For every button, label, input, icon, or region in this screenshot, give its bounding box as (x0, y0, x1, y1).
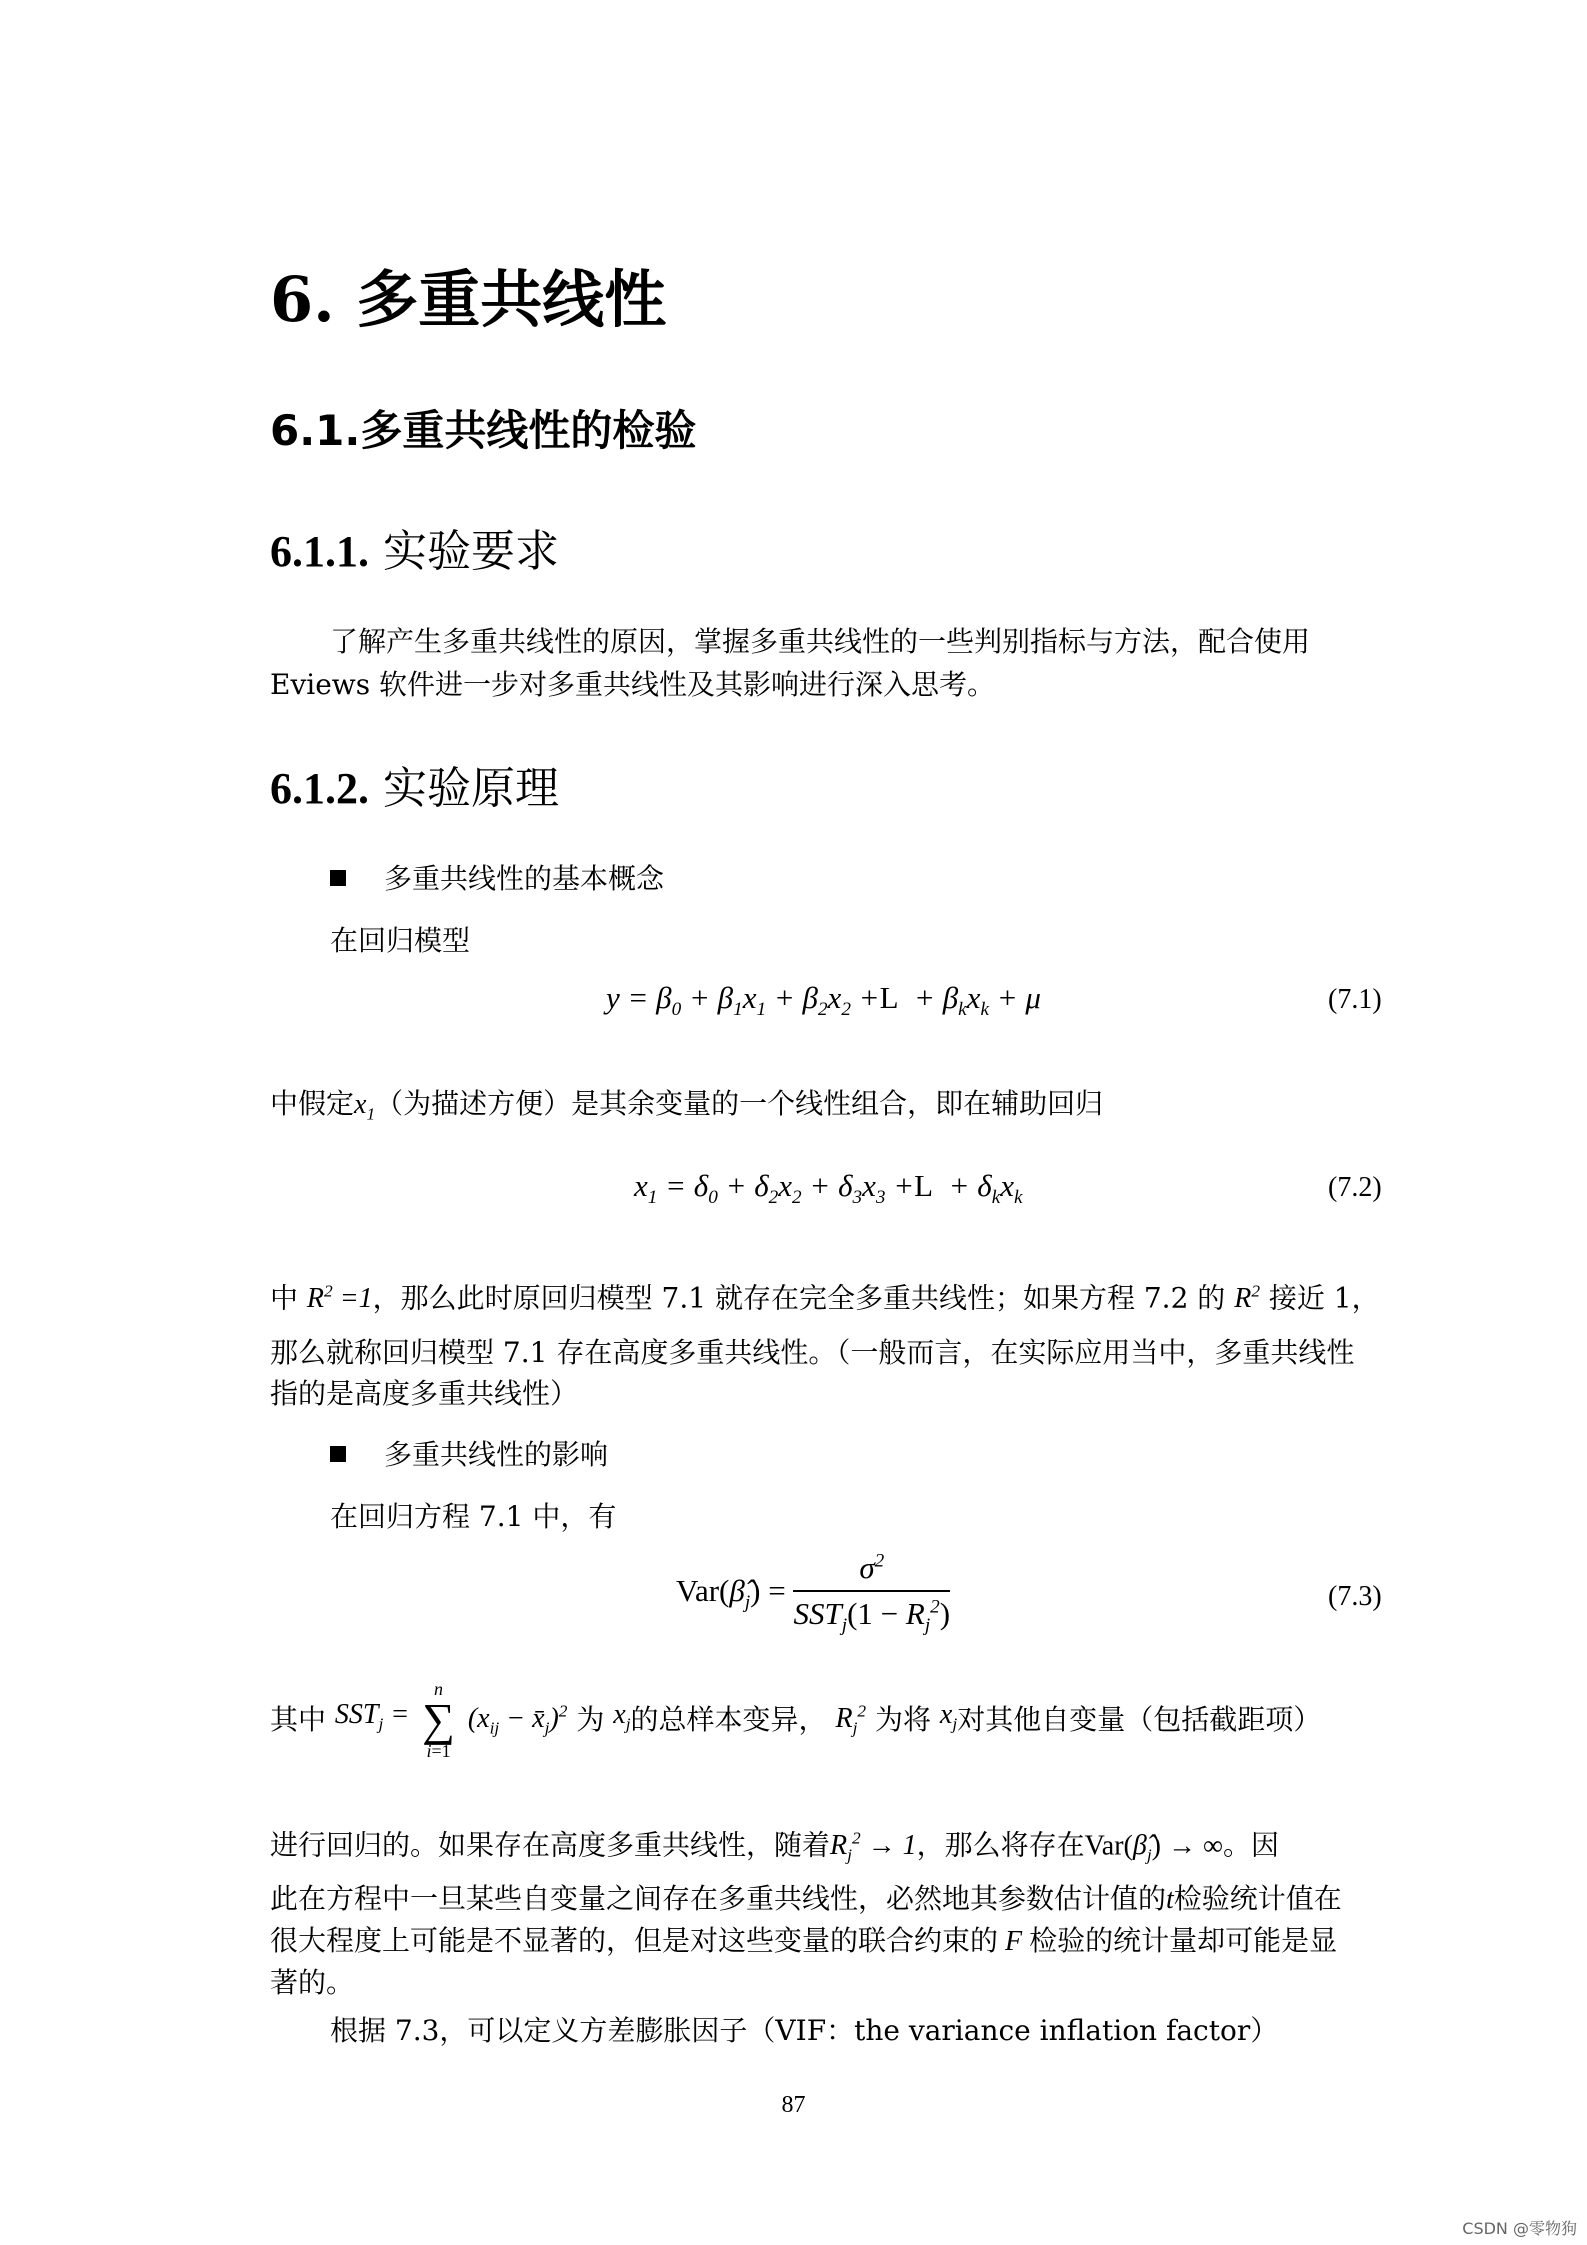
subsection-heading-principle (270, 752, 559, 816)
requirement-paragraph-line1: 了解产生多重共线性的原因，掌握多重共线性的一些判别指标与方法，配合使用 (330, 625, 1311, 658)
fraction: $\frac{\sigma^2}{SST_j(1 - R_j^2)}$ (793, 1550, 951, 1637)
requirement-paragraph-line2: Eviews 软件进一步对多重共线性及其影响进行深入思考。 (270, 668, 996, 701)
eq3-intro: 在回归方程 7.1 中，有 (330, 1500, 617, 1533)
math-xj: $x_j$ (939, 1699, 958, 1734)
text-segment: 中假定 (270, 1087, 355, 1120)
math-rj2: $R_j^2$ (835, 1701, 867, 1738)
model-intro: 在回归模型 (330, 924, 471, 957)
text-segment: 为 (576, 1703, 605, 1736)
math-x1: $x_1$ (354, 1089, 376, 1124)
square-bullet-icon (330, 870, 346, 886)
vif-intro: 根据 7.3，可以定义方差膨胀因子（VIF：the variance inflation factor） (330, 2014, 1279, 2047)
bullet-text: 多重共线性的基本概念 (384, 862, 665, 895)
subsection-number: 6.1.2. (270, 764, 369, 813)
equation-7-1: $y = \beta_0 + \beta_1x_1 + \beta_2x_2 +L + \beta_kx_k + \mu$ (606, 980, 1041, 1021)
chapter-title: 6. 多重共线性 (270, 263, 667, 336)
subsection-title: 实验要求 (383, 526, 559, 577)
equation-number: (7.2) (1328, 1172, 1382, 1203)
text-segment: ，那么将存在 (916, 1828, 1085, 1862)
subsection-number: 6.1.1. (270, 527, 369, 576)
math-f: F (998, 1926, 1030, 1957)
conclusion-line1 (270, 1878, 1342, 1921)
bullet-impact (330, 1434, 608, 1476)
text-segment: 为将 (875, 1703, 932, 1736)
bullet-basic-concept (330, 858, 664, 900)
text-segment: 此在方程中一旦某些自变量之间存在多重共线性，必然地其参数估计值的 (270, 1882, 1167, 1915)
text-segment: （为描述方便）是其余变量的一个线性组合，即在辅助回归 (375, 1087, 1104, 1120)
math-r2: $R^2$ (1234, 1282, 1260, 1315)
text-segment: 中 (270, 1281, 299, 1315)
math-sst: $SST_j$ = (334, 1699, 410, 1734)
section-title: 6.1.多重共线性的检验 (270, 406, 697, 455)
conclusion-line3: 著的。 (270, 1966, 355, 1999)
text-segment: 进行回归的。如果存在高度多重共线性，随着 (270, 1828, 831, 1862)
conclusion-line2 (270, 1920, 1337, 1963)
text-segment: 很大程度上可能是不显著的，但是对这些变量的联合约束的 (270, 1924, 999, 1957)
text-segment: 。因 (1222, 1828, 1279, 1862)
math-r2-equals-1: $R^2 =1$ (306, 1282, 373, 1315)
text-segment: 检验的统计量却可能是显 (1029, 1924, 1338, 1957)
equation-7-3: $Var(\betâ_j)$ = $\frac{\sigma^2}{SST_j(1 - R_j^2)}$ (676, 1550, 951, 1637)
square-bullet-icon (330, 1446, 346, 1462)
summation: n ∑ i=1 (422, 1679, 455, 1761)
bullet-text: 多重共线性的影响 (384, 1438, 609, 1471)
subsection-title: 实验原理 (383, 763, 559, 814)
equation-number: (7.3) (1328, 1581, 1382, 1612)
high-collinearity-line1: 那么就称回归模型 7.1 存在高度多重共线性。（一般而言，在实际应用当中，多重共线性 (270, 1336, 1355, 1369)
text-segment: 的总样本变异， (630, 1703, 827, 1736)
text-segment: ，那么此时原回归模型 7.1 就存在完全多重共线性；如果方程 7.2 的 (372, 1281, 1226, 1315)
text-segment: 接近 1， (1268, 1281, 1380, 1315)
math-t: t (1166, 1884, 1174, 1915)
math-sum-term: ($x_{ij}$ − $x̄_j)^2$ (467, 1701, 568, 1738)
assumption-text (270, 1083, 1103, 1136)
text-segment: 其中 (270, 1703, 327, 1736)
watermark: CSDN @零物狗 (1462, 2219, 1577, 2238)
r-squared-text (270, 1271, 1380, 1320)
equation-7-2: $x_1 = \delta_0 + \delta_2x_2 + \delta_3x_3 +L + \delta_kx_k$ (634, 1168, 1023, 1209)
regression-text (270, 1818, 1279, 1877)
math-var-infinity: $Var(\betâ_j)$ → ∞ (1084, 1830, 1223, 1865)
subsection-heading-requirements (270, 515, 559, 579)
sst-definition (270, 1680, 1321, 1760)
equation-number: (7.1) (1328, 984, 1382, 1015)
math-rj2-limit: $R_j^2 \to 1$ (830, 1829, 917, 1865)
text-segment: 对其他自变量（包括截距项） (957, 1703, 1322, 1736)
page-number: 87 (781, 2092, 806, 2118)
math-xj: $x_j$ (613, 1699, 631, 1734)
text-segment: 检验统计值在 (1173, 1882, 1342, 1915)
high-collinearity-line2: 指的是高度多重共线性） (270, 1377, 579, 1410)
